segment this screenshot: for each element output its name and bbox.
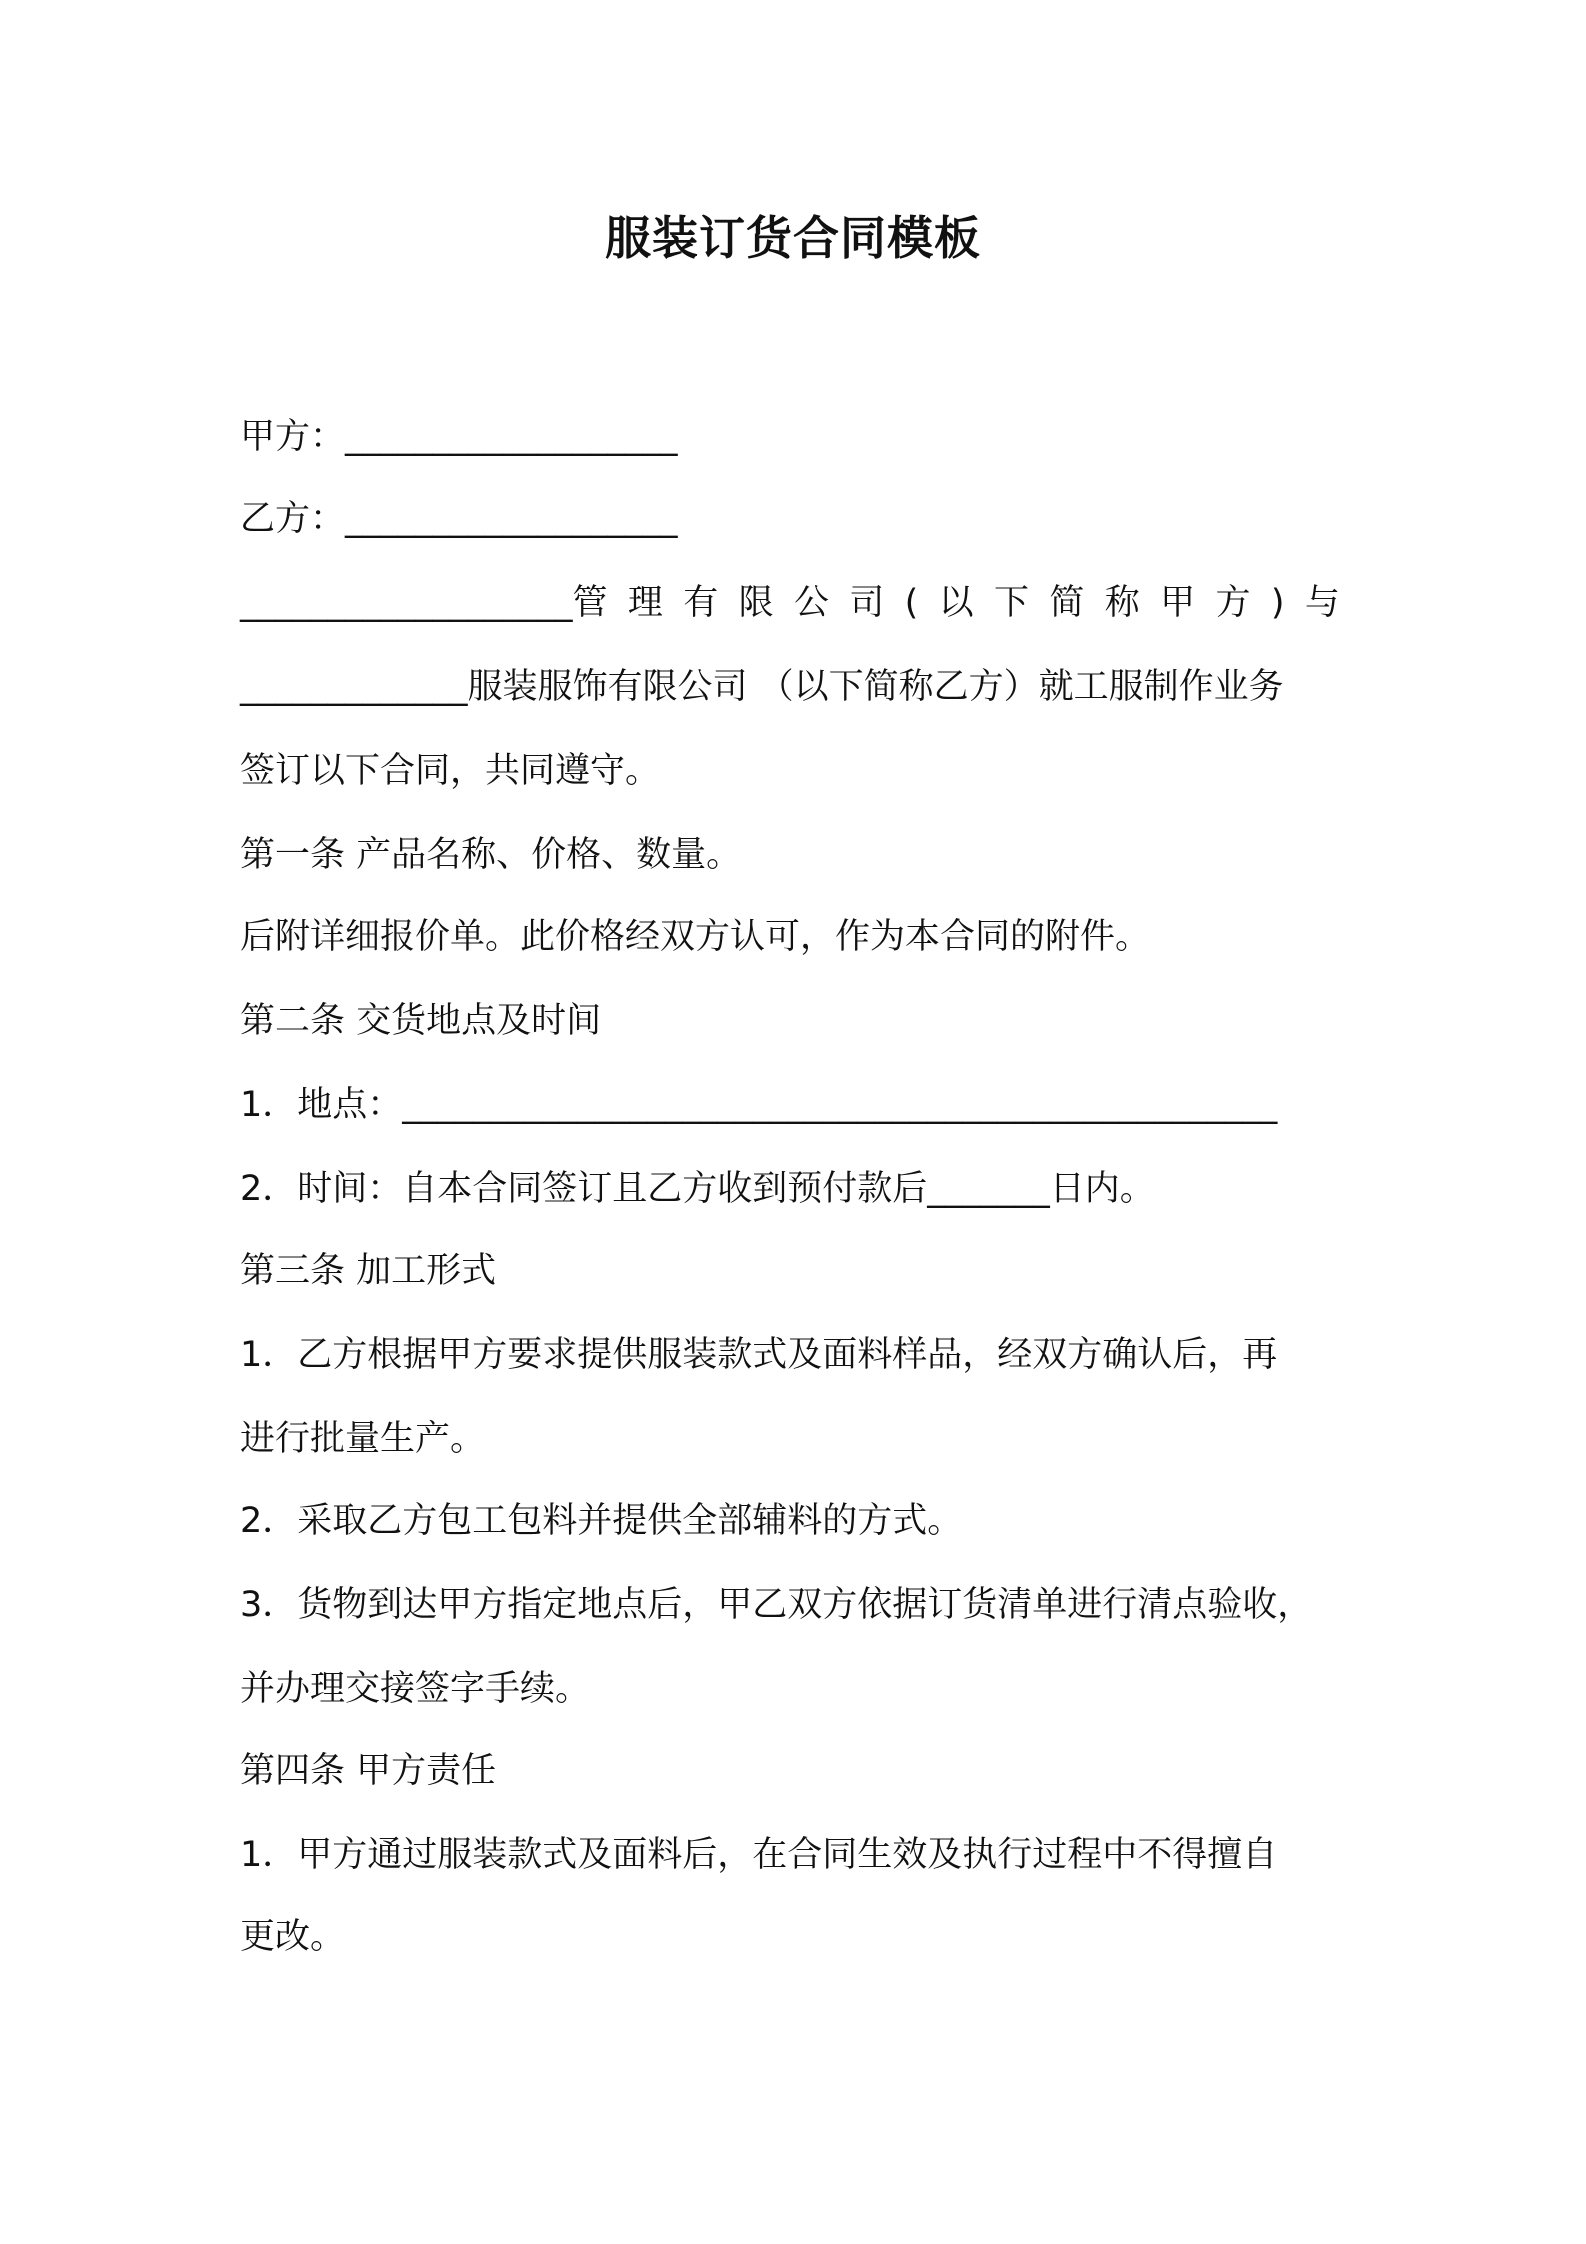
article-3-item-1-line-1: 1．乙方根据甲方要求提供服装款式及面料样品，经双方确认后，再 (240, 1335, 1278, 1375)
intro-line-1-char: 理 (627, 583, 663, 623)
intro-line-1-char: 有 (683, 583, 719, 623)
intro-line-1-char: ) (1270, 583, 1285, 623)
intro-line-1-char: 与 (1304, 583, 1340, 623)
intro-line-3: 签订以下合同，共同遵守。 (240, 751, 661, 791)
intro-line-1-char: 方 (1215, 583, 1251, 623)
intro-line-1-char: 甲 (1160, 583, 1196, 623)
intro-line-1-char: ( (904, 583, 919, 623)
article-2-item-2: 2．时间：自本合同签订且乙方收到预付款后_______日内。 (240, 1169, 1155, 1209)
article-1-heading: 第一条 产品名称、价格、数量。 (240, 835, 742, 875)
article-4-item-1-line-2: 更改。 (240, 1917, 346, 1957)
article-2-heading: 第二条 交货地点及时间 (240, 1001, 602, 1041)
article-3-item-2: 2．采取乙方包工包料并提供全部辅料的方式。 (240, 1501, 963, 1541)
intro-line-2: _____________服装服饰有限公司 （以下简称乙方）就工服制作业务 (240, 667, 1284, 707)
intro-line-1-char: ___________________管 (240, 583, 608, 623)
party-b-line: 乙方：___________________ (240, 499, 678, 539)
intro-line-1-char: 称 (1104, 583, 1140, 623)
article-2-item-1: 1．地点：__________________________________________________ (240, 1085, 1278, 1125)
article-1-text: 后附详细报价单。此价格经双方认可，作为本合同的附件。 (240, 917, 1151, 957)
article-3-heading: 第三条 加工形式 (240, 1251, 497, 1291)
article-3-item-1-line-2: 进行批量生产。 (240, 1419, 486, 1459)
article-3-item-3-line-1: 3．货物到达甲方指定地点后，甲乙双方依据订货清单进行清点验收， (240, 1585, 1313, 1625)
article-4-heading: 第四条 甲方责任 (240, 1751, 497, 1791)
article-3-item-3-line-2: 并办理交接签字手续。 (240, 1669, 591, 1709)
intro-line-1-char: 司 (849, 583, 885, 623)
document-title: 服装订货合同模板 (605, 211, 981, 265)
intro-line-1-char: 公 (793, 583, 829, 623)
intro-line-1 (240, 578, 1340, 628)
intro-line-1-char: 下 (994, 583, 1030, 623)
intro-line-1-char: 以 (938, 583, 974, 623)
intro-line-1-char: 限 (738, 583, 774, 623)
article-4-item-1-line-1: 1．甲方通过服装款式及面料后，在合同生效及执行过程中不得擅自 (240, 1835, 1278, 1875)
party-a-line: 甲方：___________________ (240, 417, 678, 457)
intro-line-1-char: 简 (1049, 583, 1085, 623)
